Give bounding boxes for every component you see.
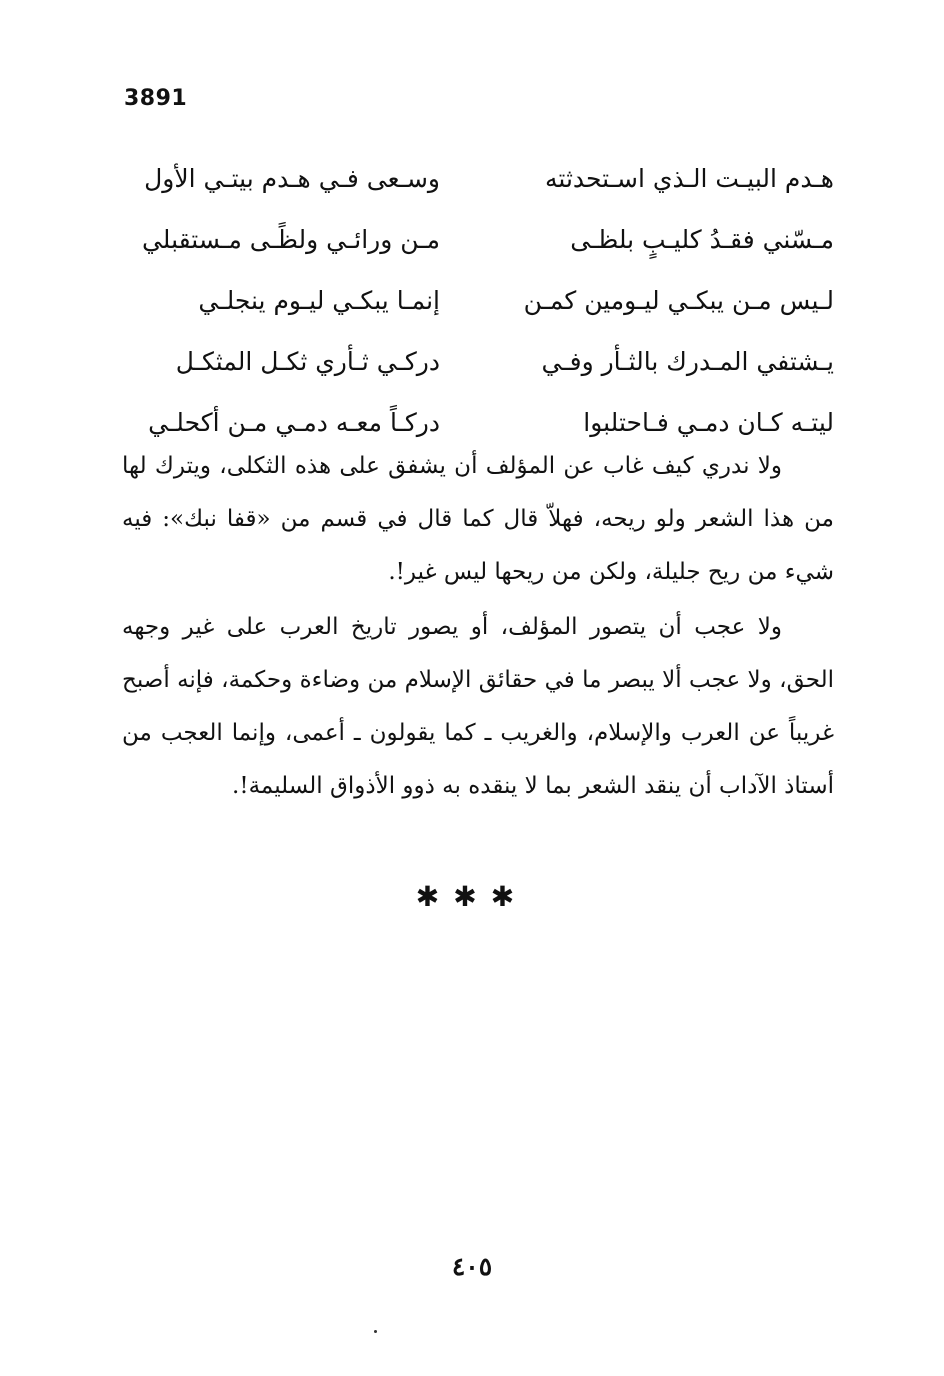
verse-second-hemistich: مـن ورائـي ولظًـى مـستقبلي xyxy=(141,225,440,254)
paragraph: ولا ندري كيف غاب عن المؤلف أن يشفق على هذه الثكلى، ويترك لها من هذا الشعر ولو ريحه، فهلاّ قال كما قال في قسم من «قفا نبك»: فيه شيء من ريح جليلة، ولكن من ريحها ليس غير!. xyxy=(122,453,834,585)
verse-first-hemistich: ليتـه كـان دمـي فـاحتلبوا xyxy=(583,408,834,437)
poem-verses xyxy=(128,148,834,453)
verse-row xyxy=(128,209,834,270)
verse-second-hemistich: دركـي ثـأري ثكـل المثكـل xyxy=(175,347,440,376)
verse-first-hemistich: هـدم البيـت الـذي اسـتحدثته xyxy=(545,164,834,193)
verse-row xyxy=(128,331,834,392)
body-text xyxy=(122,440,834,815)
verse-second-hemistich: إنمـا يبكـي ليـوم ينجلـي xyxy=(198,286,440,315)
verse-row xyxy=(128,148,834,209)
page-id: 3891 xyxy=(124,86,188,111)
page-number: ٤٠٥ xyxy=(451,1252,493,1281)
verse-second-hemistich: دركـاً معـه دمـي مـن أكحلـي xyxy=(148,408,440,437)
verse-second-hemistich: وسـعى فـي هـدم بيتـي الأول xyxy=(144,164,440,193)
verse-first-hemistich: يـشتفي المـدرك بالثـأر وفـي xyxy=(541,347,834,376)
verse-row xyxy=(128,270,834,331)
paragraph: ولا عجب أن يتصور المؤلف، أو يصور تاريخ العرب على غير وجهه الحق، ولا عجب ألا يبصر ما في حقائق الإسلام من وضاءة وحكمة، فإنه أصبح غريباً عن العرب والإسلام، والغريب ـ كما يقولون ـ أعمى، وإنما العجب من أستاذ الآداب أن ينقد الشعر بما لا ينقده به ذوو الأذواق السليمة!. xyxy=(122,614,834,799)
verse-first-hemistich: لـيس مـن يبكـي ليـومين كمـن xyxy=(523,286,834,315)
scan-speck xyxy=(374,1330,377,1333)
verse-first-hemistich: مـسّني فقـدُ كليـبٍ بلظـى xyxy=(570,225,834,254)
section-separator: ✱✱✱ xyxy=(415,880,529,913)
